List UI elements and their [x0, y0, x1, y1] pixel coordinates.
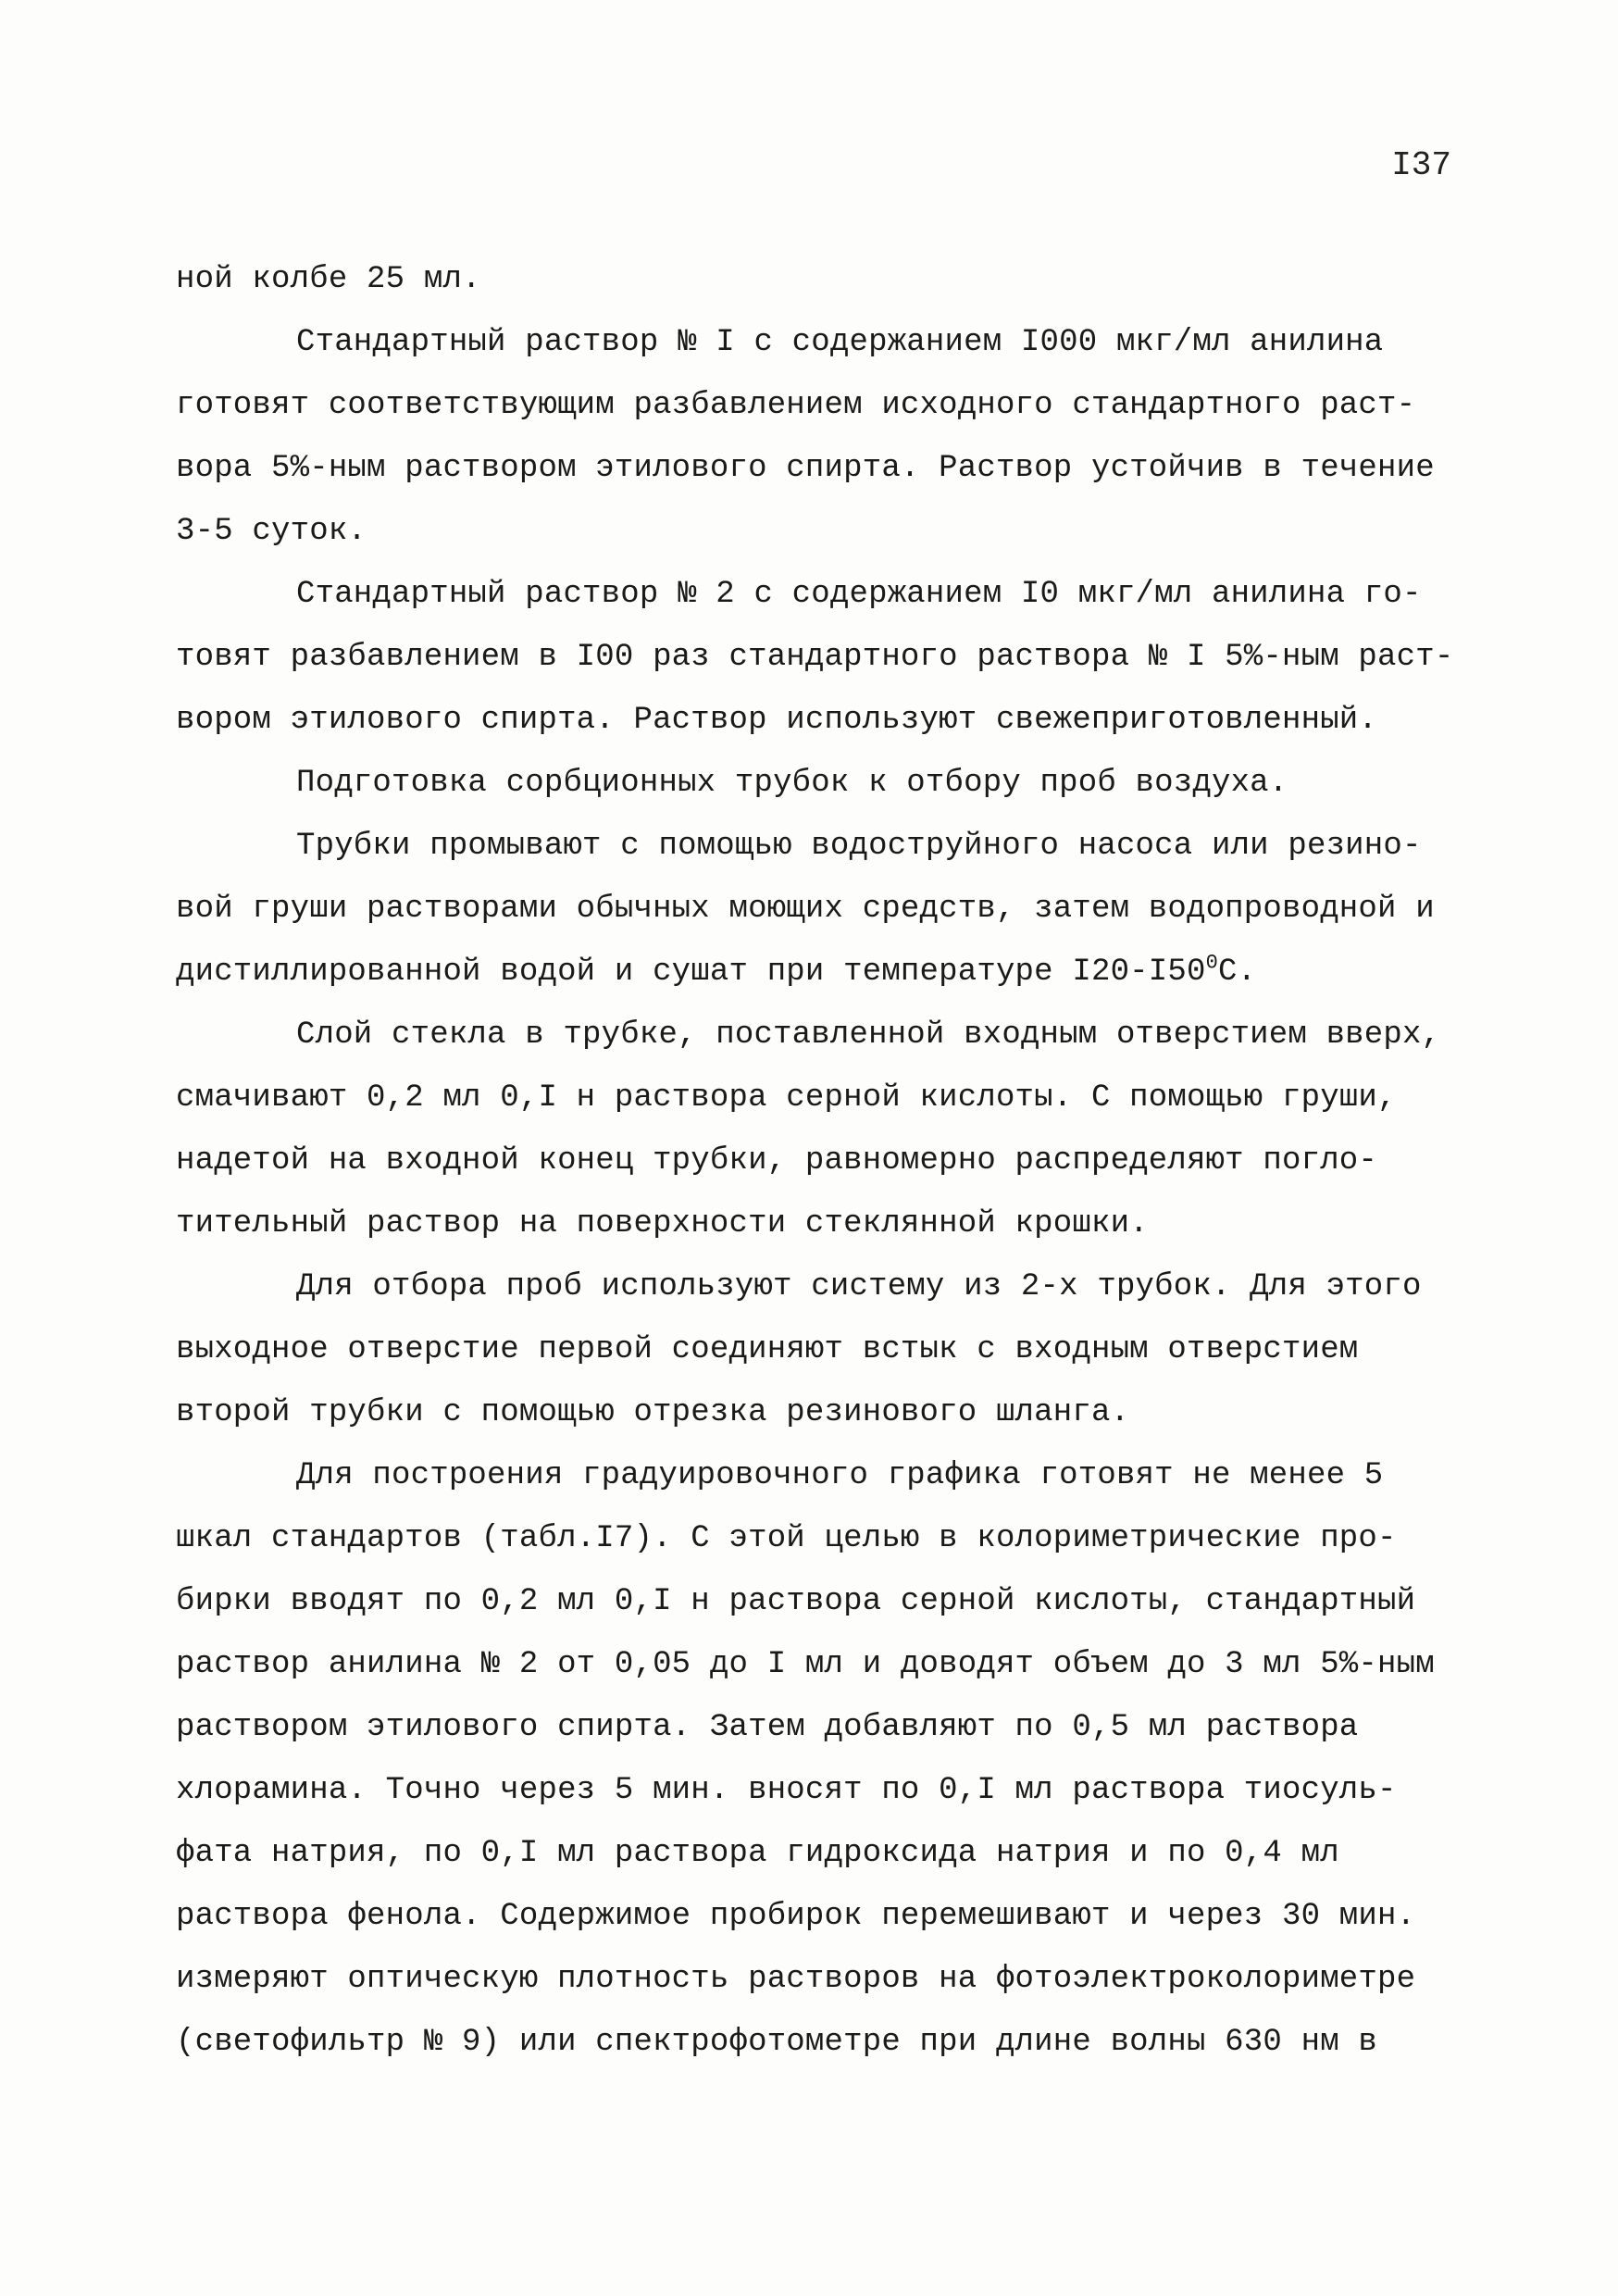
text-line-content: Для построения градуировочного графика готовят не менее 5 — [296, 1458, 1384, 1493]
text-line — [176, 1381, 1462, 1444]
text-line — [176, 941, 1462, 1004]
text-line-content: ной колбе 25 мл. — [176, 262, 481, 297]
text-line — [176, 815, 1462, 878]
text-line — [176, 563, 1462, 626]
text-line — [176, 1822, 1462, 1885]
text-line-content: Трубки промывают с помощью водоструйного насоса или резино- — [296, 829, 1422, 864]
text-line-content: Для отбора проб используют систему из 2-х трубок. Для этого — [296, 1269, 1422, 1304]
text-line — [176, 1318, 1462, 1381]
text-line-content: раствором этилового спирта. Затем добавляют по 0,5 мл раствора — [176, 1710, 1359, 1745]
text-line — [176, 1067, 1462, 1129]
text-line-content: хлорамина. Точно через 5 мин. вносят по 0,I мл раствора тиосуль- — [176, 1773, 1397, 1808]
text-line-content: измеряют оптическую плотность растворов на фотоэлектроколориметре — [176, 1962, 1416, 1997]
text-line-content: фата натрия, по 0,I мл раствора гидроксида натрия и по 0,4 мл — [176, 1836, 1339, 1871]
text-line-content: готовят соответствующим разбавлением исходного стандартного раст- — [176, 388, 1416, 423]
degree-superscript: 0 — [1205, 951, 1218, 975]
text-line-suffix: С. — [1218, 955, 1257, 990]
text-line — [176, 1759, 1462, 1822]
text-line — [176, 1507, 1462, 1570]
text-line-content: бирки вводят по 0,2 мл 0,I н раствора серной кислоты, стандартный — [176, 1584, 1416, 1619]
text-line — [176, 374, 1462, 437]
text-line-content: раствора фенола. Содержимое пробирок перемешивают и через 30 мин. — [176, 1899, 1416, 1934]
text-line — [176, 1885, 1462, 1948]
text-line-content: Подготовка сорбционных трубок к отбору проб воздуха. — [296, 766, 1288, 801]
text-line-content: товят разбавлением в I00 раз стандартного раствора № I 5%-ным раст- — [176, 640, 1454, 675]
text-line — [176, 626, 1462, 689]
text-line — [176, 1192, 1462, 1255]
text-line-content: надетой на входной конец трубки, равномерно распределяют погло- — [176, 1143, 1378, 1179]
text-line — [176, 1255, 1462, 1318]
text-line-content: вора 5%-ным раствором этилового спирта. Раствор устойчив в течение — [176, 451, 1435, 486]
text-line-content: раствор анилина № 2 от 0,05 до I мл и доводят объем до 3 мл 5%-ным — [176, 1647, 1435, 1682]
text-line — [176, 878, 1462, 941]
text-line — [176, 1948, 1462, 2011]
text-line — [176, 1444, 1462, 1507]
text-line — [176, 248, 1462, 311]
text-line-content: Слой стекла в трубке, поставленной входным отверстием вверх, — [296, 1017, 1441, 1053]
text-line-content: тительный раствор на поверхности стеклянной крошки. — [176, 1206, 1149, 1242]
text-line-content: дистиллированной водой и сушат при температуре I20-I50 — [176, 955, 1206, 990]
text-line-content: 3-5 суток. — [176, 514, 367, 549]
text-line-content: вой груши растворами обычных моющих средств, затем водопроводной и — [176, 892, 1435, 927]
text-line-content: смачивают 0,2 мл 0,I н раствора серной кислоты. С помощью груши, — [176, 1080, 1397, 1116]
text-line-content: Стандартный раствор № I с содержанием I000 мкг/мл анилина — [296, 325, 1384, 360]
text-line — [176, 311, 1462, 374]
text-line — [176, 2011, 1462, 2074]
text-line-content: вором этилового спирта. Раствор используют свежеприготовленный. — [176, 703, 1378, 738]
text-line-content: (светофильтр № 9) или спектрофотометре при длине волны 630 нм в — [176, 2025, 1378, 2060]
text-line — [176, 1570, 1462, 1633]
text-line — [176, 1129, 1462, 1192]
text-line-content: второй трубки с помощью отрезка резинового шланга. — [176, 1395, 1130, 1430]
text-line — [176, 689, 1462, 752]
text-line — [176, 1004, 1462, 1067]
text-line-content: Стандартный раствор № 2 с содержанием I0 мкг/мл анилина го- — [296, 577, 1422, 612]
text-line — [176, 500, 1462, 563]
document-body — [176, 248, 1462, 2074]
text-line — [176, 437, 1462, 500]
text-line-content: шкал стандартов (табл.I7). С этой целью в колориметрические про- — [176, 1521, 1397, 1556]
text-line — [176, 1696, 1462, 1759]
text-line-content: выходное отверстие первой соединяют встык с входным отверстием — [176, 1332, 1359, 1367]
page-number: I37 — [1391, 146, 1451, 184]
text-line — [176, 752, 1462, 815]
text-line — [176, 1633, 1462, 1696]
